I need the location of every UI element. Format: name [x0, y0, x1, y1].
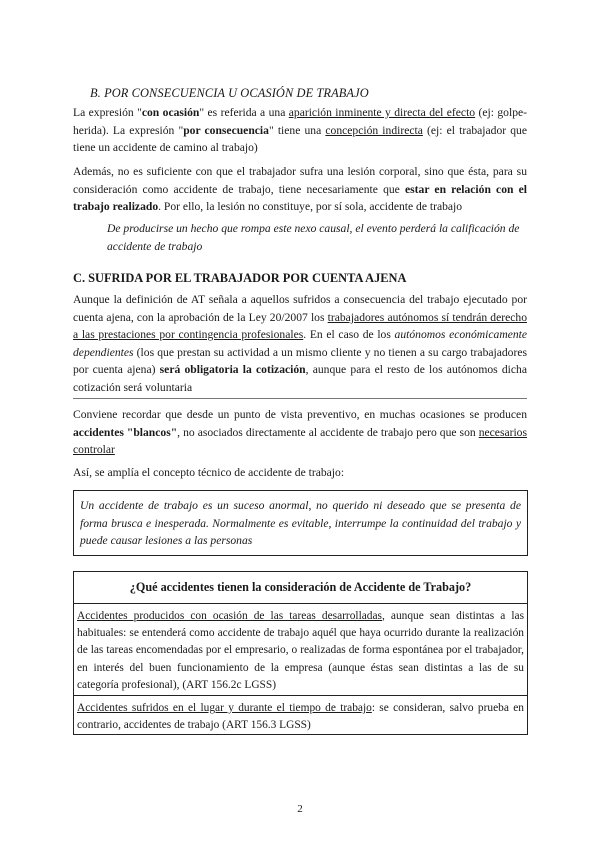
table-header: ¿Qué accidentes tienen la consideración de Accidente de Trabajo?: [74, 572, 527, 604]
section-b-paragraph-2: Además, no es suficiente con que el trabajador sufra una lesión corporal, sino que ésta, para su consideración como accidente de trabajo, tiene necesariamente que estar en relación con el trabajo realizado. Por ello, la lesión no constituye, por sí sola, accidente de trabajo: [73, 165, 527, 214]
section-b-heading: B. POR CONSECUENCIA U OCASIÓN DE TRABAJO: [90, 86, 369, 100]
amplia-paragraph: Así, se amplía el concepto técnico de accidente de trabajo:: [73, 466, 345, 479]
accident-consideration-table: [73, 571, 528, 735]
section-b-quote: De producirse un hecho que rompa este nexo causal, el evento perderá la calificación de accidente de trabajo: [107, 222, 520, 253]
section-c-heading: C. SUFRIDA POR EL TRABAJADOR POR CUENTA AJENA: [73, 271, 407, 285]
page-number: 2: [297, 803, 303, 815]
definition-box: Un accidente de trabajo es un suceso anormal, no querido ni deseado que se presenta de forma brusca e inesperada. Normalmente es evitable, interrumpe la continuidad del trabajo y puede causar lesiones a las personas: [73, 490, 528, 556]
blancos-paragraph: Conviene recordar que desde un punto de vista preventivo, en muchas ocasiones se producen accidentes "blancos", no asociados directamente al accidente de trabajo pero que son necesarios controlar: [73, 408, 527, 457]
table-row: Accidentes sufridos en el lugar y durante el tiempo de trabajo: se consideran, salvo prueba en contrario, accidentes de trabajo (ART 156.3 LGSS): [77, 702, 524, 732]
section-b-paragraph-1: La expresión "con ocasión" es referida a una aparición inminente y directa del efecto (ej: golpe-herida). La expresión "por consecuencia" tiene una concepción indirecta (ej: el trabajador que tiene un accidente de camino al trabajo): [73, 106, 527, 155]
table-row: Accidentes producidos con ocasión de las tareas desarrolladas, aunque sean distintas a las habituales: se entenderá como accidente de trabajo aquél que haya ocurrido durante la realización de las tareas encomendadas por el empresario, o realizadas de forma espontánea por el trabajador, en interés del buen funcionamiento de la empresa (aunque éstas sean distintas a las de su categoría profesional), (ART 156.2c LGSS): [74, 604, 527, 696]
section-c-paragraph: Aunque la definición de AT señala a aquellos sufridos a consecuencia del trabajo ejecutado por cuenta ajena, con la aprobación de la Ley 20/2007 los trabajadores autónomos sí tendrán derecho a las prestaciones por contingencia profesionales. En el caso de los autónomos económicamente dependientes (los que prestan su actividad a un mismo cliente y no tienen a su cargo trabajadores por cuenta ajena) será obligatoria la cotización, aunque para el resto de los autónomos dicha cotización será voluntaria: [73, 293, 527, 394]
horizontal-divider: [73, 398, 527, 399]
